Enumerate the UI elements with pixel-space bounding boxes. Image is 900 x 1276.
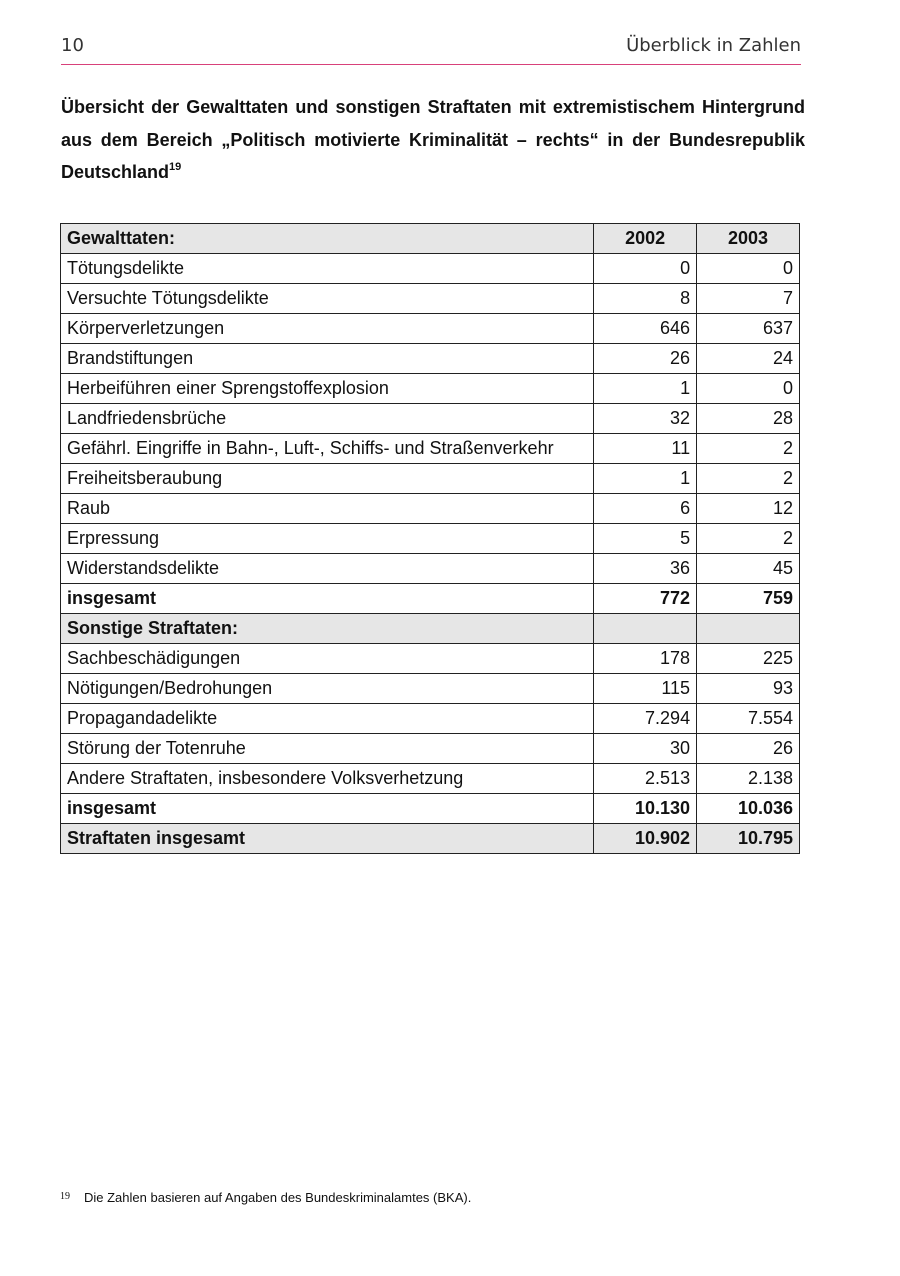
table-row: [61, 314, 800, 344]
table-title: [61, 91, 805, 189]
row-value-2003: 10.036: [697, 794, 800, 824]
table-row: [61, 764, 800, 794]
row-value-2002: 772: [594, 584, 697, 614]
table-row: [61, 554, 800, 584]
table-row: [61, 524, 800, 554]
row-value-2002: 5: [594, 524, 697, 554]
row-label: Gefährl. Eingriffe in Bahn-, Luft-, Schiffs- und Straßenverkehr: [61, 434, 594, 464]
row-value-2002: 7.294: [594, 704, 697, 734]
page-number: 10: [61, 35, 84, 56]
table-row: [61, 344, 800, 374]
row-value-2003: 0: [697, 254, 800, 284]
row-value-2003: 45: [697, 554, 800, 584]
row-value-2003: 637: [697, 314, 800, 344]
row-value-2002: 11: [594, 434, 697, 464]
row-label: Nötigungen/Bedrohungen: [61, 674, 594, 704]
table-title-text: Übersicht der Gewalttaten und sonstigen Straftaten mit extremistischem Hintergrund aus dem Bereich „Politisch motivierte Kriminalität – rechts“ in der Bundesrepublik Deutschland: [61, 97, 805, 182]
row-value-2003: 2.138: [697, 764, 800, 794]
table-row: [61, 674, 800, 704]
header-label: Gewalttaten:: [61, 224, 594, 254]
row-label: Sachbeschädigungen: [61, 644, 594, 674]
row-label: Propagandadelikte: [61, 704, 594, 734]
row-label: Erpressung: [61, 524, 594, 554]
row-value-2002: [594, 614, 697, 644]
row-value-2003: 225: [697, 644, 800, 674]
footnote-mark: 19: [60, 1191, 70, 1202]
row-label: Straftaten insgesamt: [61, 824, 594, 854]
row-value-2002: 2.513: [594, 764, 697, 794]
row-value-2002: 1: [594, 464, 697, 494]
row-value-2002: 1: [594, 374, 697, 404]
row-value-2003: 2: [697, 524, 800, 554]
row-value-2002: 36: [594, 554, 697, 584]
subtotal-row-other: [61, 794, 800, 824]
row-label: Andere Straftaten, insbesondere Volksverhetzung: [61, 764, 594, 794]
table-row: [61, 464, 800, 494]
row-value-2003: 7.554: [697, 704, 800, 734]
footnote-reference: 19: [169, 161, 182, 173]
row-value-2003: 12: [697, 494, 800, 524]
subtotal-row-violent: [61, 584, 800, 614]
row-label: Freiheitsberaubung: [61, 464, 594, 494]
row-label: Versuchte Tötungsdelikte: [61, 284, 594, 314]
row-value-2002: 178: [594, 644, 697, 674]
row-label: Körperverletzungen: [61, 314, 594, 344]
header-year-2003: 2003: [697, 224, 800, 254]
row-label: insgesamt: [61, 584, 594, 614]
row-label: Störung der Totenruhe: [61, 734, 594, 764]
row-label: Tötungsdelikte: [61, 254, 594, 284]
row-value-2002: 10.130: [594, 794, 697, 824]
row-value-2002: 30: [594, 734, 697, 764]
row-value-2002: 10.902: [594, 824, 697, 854]
row-value-2003: 24: [697, 344, 800, 374]
row-value-2002: 115: [594, 674, 697, 704]
table-header-row: [61, 224, 800, 254]
row-value-2002: 6: [594, 494, 697, 524]
row-label: Herbeiführen einer Sprengstoffexplosion: [61, 374, 594, 404]
footnote: [60, 1190, 471, 1205]
row-label: Sonstige Straftaten:: [61, 614, 594, 644]
row-value-2003: 93: [697, 674, 800, 704]
row-value-2002: 32: [594, 404, 697, 434]
row-value-2002: 0: [594, 254, 697, 284]
table-row: [61, 494, 800, 524]
row-value-2002: 646: [594, 314, 697, 344]
table-row: [61, 644, 800, 674]
row-label: Brandstiftungen: [61, 344, 594, 374]
table-row: [61, 374, 800, 404]
crime-statistics-table: [60, 223, 800, 854]
table-row: [61, 404, 800, 434]
row-label: Raub: [61, 494, 594, 524]
table-row: [61, 704, 800, 734]
footnote-text: Die Zahlen basieren auf Angaben des Bundeskriminalamtes (BKA).: [84, 1190, 472, 1205]
row-value-2002: 26: [594, 344, 697, 374]
row-value-2003: 7: [697, 284, 800, 314]
row-value-2003: 2: [697, 464, 800, 494]
row-label: insgesamt: [61, 794, 594, 824]
section-header-row: [61, 614, 800, 644]
row-value-2003: 0: [697, 374, 800, 404]
running-title: Überblick in Zahlen: [626, 35, 801, 56]
row-label: Widerstandsdelikte: [61, 554, 594, 584]
grand-total-row: [61, 824, 800, 854]
header-year-2002: 2002: [594, 224, 697, 254]
table-row: [61, 434, 800, 464]
row-value-2003: 26: [697, 734, 800, 764]
row-value-2003: [697, 614, 800, 644]
page-header: [61, 34, 801, 65]
row-value-2003: 28: [697, 404, 800, 434]
row-value-2003: 759: [697, 584, 800, 614]
row-label: Landfriedensbrüche: [61, 404, 594, 434]
table-row: [61, 734, 800, 764]
table-row: [61, 254, 800, 284]
table-row: [61, 284, 800, 314]
row-value-2002: 8: [594, 284, 697, 314]
row-value-2003: 2: [697, 434, 800, 464]
row-value-2003: 10.795: [697, 824, 800, 854]
